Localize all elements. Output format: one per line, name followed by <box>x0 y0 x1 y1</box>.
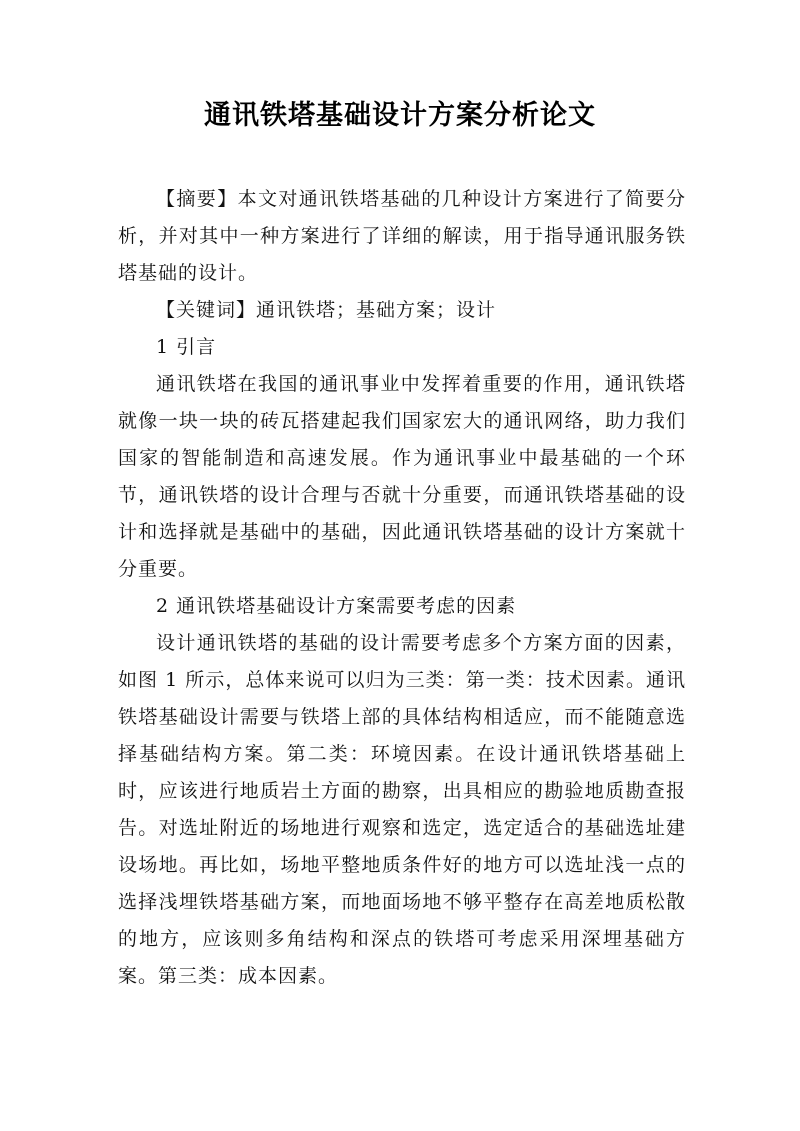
document-title: 通讯铁塔基础设计方案分析论文 <box>204 100 596 131</box>
document-body <box>118 181 686 995</box>
keywords-paragraph: 【关键词】通讯铁塔；基础方案；设计 <box>156 299 497 321</box>
abstract-paragraph: 【摘要】本文对通讯铁塔基础的几种设计方案进行了简要分析，并对其中一种方案进行了详细的解读，用于指导通讯服务铁塔基础的设计。 <box>118 188 686 284</box>
section-heading-factors: 2 通讯铁塔基础设计方案需要考虑的因素 <box>156 595 517 617</box>
introduction-paragraph: 通讯铁塔在我国的通讯事业中发挥着重要的作用，通讯铁塔就像一块一块的砖瓦搭建起我们国家宏大的通讯网络，助力我们国家的智能制造和高速发展。作为通讯事业中最基础的一个环节，通讯铁塔的设计合理与否就十分重要，而通讯铁塔基础的设计和选择就是基础中的基础，因此通讯铁塔基础的设计方案就十分重要。 <box>118 373 686 580</box>
factors-paragraph: 设计通讯铁塔的基础的设计需要考虑多个方案方面的因素，如图 1 所示，总体来说可以归为三类：第一类：技术因素。通讯铁塔基础设计需要与铁塔上部的具体结构相适应，而不能随意选择基础结构方案。第二类：环境因素。在设计通讯铁塔基础上时，应该进行地质岩土方面的勘察，出具相应的勘验地质勘查报告。对选址附近的场地进行观察和选定，选定适合的基础选址建设场地。再比如，场地平整地质条件好的地方可以选址浅一点的选择浅埋铁塔基础方案，而地面场地不够平整存在高差地质松散的地方，应该则多角结构和深点的铁塔可考虑采用深埋基础方案。第三类：成本因素。 <box>118 632 686 987</box>
section-heading-introduction: 1 引言 <box>156 336 217 358</box>
